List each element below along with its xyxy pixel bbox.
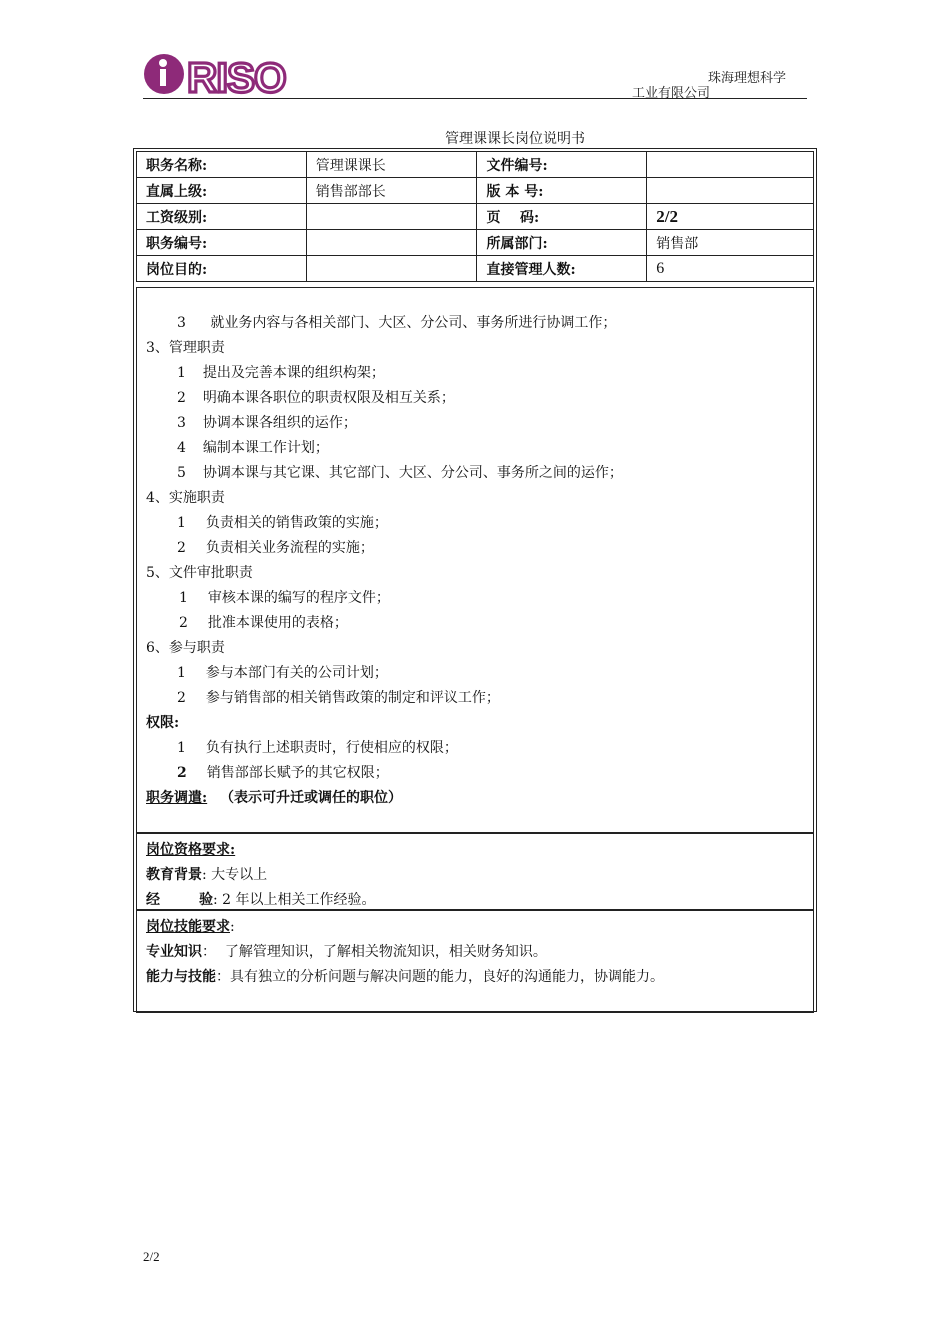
skills-title: 岗位技能要求 bbox=[146, 919, 230, 935]
ability-label: 能力与技能 bbox=[146, 969, 216, 985]
transfer-colon: : bbox=[202, 790, 208, 806]
participation-duties-title: 6、参与职责 bbox=[146, 640, 225, 656]
riso-logo bbox=[143, 52, 303, 102]
education-label: 教育背景 bbox=[146, 867, 202, 883]
experience-value: : 2 年以上相关工作经验。 bbox=[213, 892, 376, 908]
value-supervisor: 销售部部长 bbox=[306, 178, 477, 204]
skills-section bbox=[136, 910, 814, 1013]
experience-label: 经 验 bbox=[146, 892, 213, 908]
ability-value: ：具有独立的分析问题与解决问题的能力，良好的沟通能力，协调能力。 bbox=[216, 969, 664, 985]
table-row bbox=[137, 152, 814, 178]
list-item: 4 编制本课工作计划； bbox=[177, 440, 329, 456]
list-item: 2 批准本课使用的表格； bbox=[179, 615, 348, 631]
label-job-number: 职务编号: bbox=[137, 230, 307, 256]
skills-title-line bbox=[146, 916, 235, 936]
transfer-label: 职务调遣 bbox=[146, 790, 202, 806]
skills-title-colon: : bbox=[230, 919, 235, 935]
list-item: 1 审核本课的编写的程序文件； bbox=[179, 590, 390, 606]
education-line bbox=[146, 864, 267, 884]
value-page: 2/2 bbox=[647, 204, 814, 230]
knowledge-line bbox=[146, 941, 547, 961]
qualification-title: 岗位资格要求: bbox=[146, 842, 236, 858]
riso-logo-graphic bbox=[143, 52, 303, 98]
item-text: 就业务内容与各相关部门、大区、分公司、事务所进行协调工作； bbox=[210, 315, 617, 331]
label-department: 所属部门: bbox=[477, 230, 647, 256]
value-version bbox=[647, 178, 814, 204]
transfer-line bbox=[146, 787, 402, 807]
table-row bbox=[137, 256, 814, 282]
label-job-title: 职务名称: bbox=[137, 152, 307, 178]
company-name-line2: 工业有限公司 bbox=[632, 86, 711, 101]
list-item: 5 协调本课与其它课、其它部门、大区、分公司、事务所之间的运作； bbox=[177, 465, 623, 481]
list-item: 1 负责相关的销售政策的实施； bbox=[177, 515, 388, 531]
value-job-title: 管理课课长 bbox=[306, 152, 477, 178]
item-number: 3 bbox=[177, 315, 186, 331]
list-item: 3 协调本课各组织的运作； bbox=[177, 415, 357, 431]
value-direct-reports: 6 bbox=[647, 256, 814, 282]
experience-line bbox=[146, 889, 376, 909]
header-divider bbox=[143, 98, 807, 99]
list-item bbox=[177, 312, 616, 332]
list-item: 1 参与本部门有关的公司计划； bbox=[177, 665, 388, 681]
label-doc-number: 文件编号: bbox=[477, 152, 647, 178]
label-purpose: 岗位目的: bbox=[137, 256, 307, 282]
page-number: 2/2 bbox=[143, 1249, 160, 1264]
approval-duties-title: 5、文件审批职责 bbox=[146, 565, 253, 581]
list-item: 2 销售部部长赋予的其它权限； bbox=[177, 765, 389, 781]
table-row bbox=[137, 230, 814, 256]
value-doc-number bbox=[647, 152, 814, 178]
label-direct-reports: 直接管理人数: bbox=[477, 256, 647, 282]
authority-title: 权限: bbox=[146, 715, 180, 731]
list-item: 1 负有执行上述职责时，行使相应的权限； bbox=[177, 740, 458, 756]
label-page: 页 码: bbox=[477, 204, 647, 230]
table-row bbox=[137, 178, 814, 204]
qualification-section bbox=[136, 833, 814, 910]
document-title: 管理课课长岗位说明书 bbox=[445, 131, 585, 147]
education-value: : 大专以上 bbox=[202, 867, 268, 883]
value-job-number bbox=[306, 230, 477, 256]
label-version: 版 本 号: bbox=[477, 178, 647, 204]
ability-line bbox=[146, 966, 664, 986]
value-purpose bbox=[306, 256, 477, 282]
transfer-note: （表示可升迁或调任的职位） bbox=[220, 790, 403, 806]
value-salary-grade bbox=[306, 204, 477, 230]
knowledge-label: 专业知识 bbox=[146, 944, 202, 960]
implementation-duties-title: 4、实施职责 bbox=[146, 490, 225, 506]
list-item: 2 负责相关业务流程的实施； bbox=[177, 540, 374, 556]
list-item: 2 参与销售部的相关销售政策的制定和评议工作； bbox=[177, 690, 500, 706]
info-table bbox=[136, 151, 814, 282]
job-description-form bbox=[133, 148, 817, 1012]
knowledge-value: ： 了解管理知识，了解相关物流知识，相关财务知识。 bbox=[202, 944, 547, 960]
value-department: 销售部 bbox=[647, 230, 814, 256]
duties-section bbox=[136, 287, 814, 833]
management-duties-title: 3、管理职责 bbox=[146, 340, 225, 356]
list-item: 1 提出及完善本课的组织构架； bbox=[177, 365, 385, 381]
logo-wordmark: RISO bbox=[187, 54, 286, 98]
table-row bbox=[137, 204, 814, 230]
list-item: 2 明确本课各职位的职责权限及相互关系； bbox=[177, 390, 455, 406]
label-salary-grade: 工资级别: bbox=[137, 204, 307, 230]
label-supervisor: 直属上级: bbox=[137, 178, 307, 204]
company-name-line1: 珠海理想科学 bbox=[708, 71, 787, 86]
